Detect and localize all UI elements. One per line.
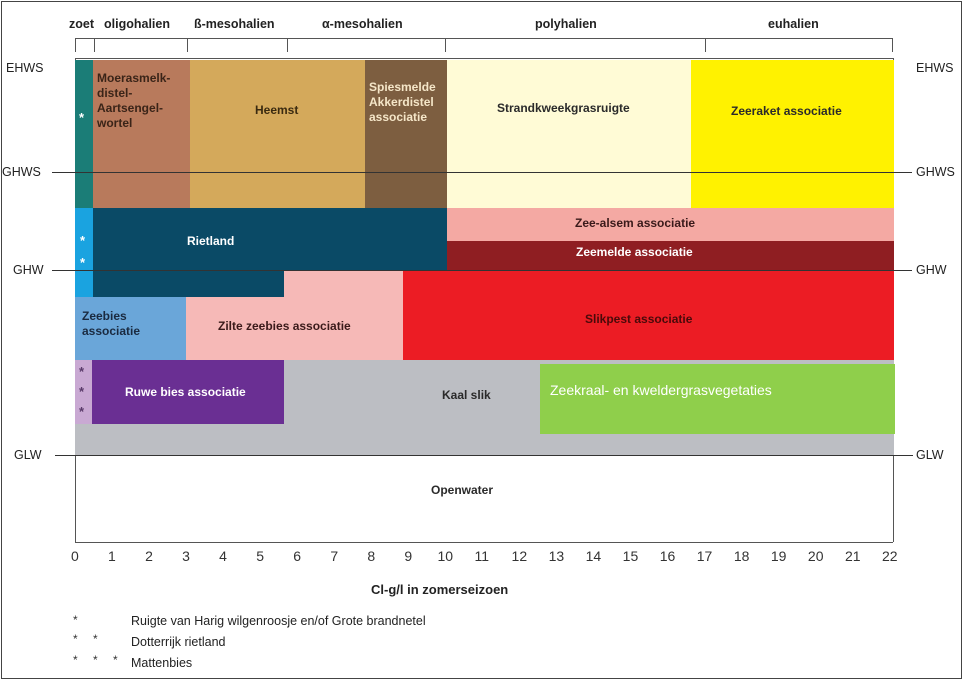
x-tick-label: 8 [367,548,376,564]
x-tick-label: 5 [256,548,265,564]
label-zeebies: Zeebies associatie [82,309,141,338]
label-moerasmelk: Moerasmelk- distel- Aartsengel- wortel [97,71,171,130]
marker-single: * [79,110,85,125]
x-tick-label: 16 [659,548,676,564]
block-zeebies [75,297,186,360]
label-ruwe: Ruwe bies associatie [125,385,246,399]
level-ghws-left: GHWS [2,165,41,179]
x-tick-label: 19 [770,548,787,564]
zone-bracket [75,38,893,53]
line-glw [55,455,913,456]
x-tick-label: 11 [474,548,490,564]
block-teal [75,60,93,208]
label-zilte: Zilte zeebies associatie [218,319,351,333]
level-glw-left: GLW [14,448,42,462]
block-rietland-lower [93,270,284,297]
legend-text-3: Mattenbies [131,656,193,670]
x-tick-label: 10 [437,548,454,564]
block-openwater [76,456,893,542]
block-cyan [75,208,93,297]
x-axis-label: Cl-g/l in zomerseizoen [371,582,509,597]
zone-polyhalien: polyhalien [535,17,597,31]
level-ghw-right: GHW [916,263,947,277]
zone-alpha-mesohalien: α-mesohalien [322,17,403,31]
label-rietland: Rietland [187,234,235,248]
block-slikpest [403,270,894,360]
block-zeekraal [540,364,895,434]
x-tick-label: 15 [622,548,639,564]
block-zilte [186,297,403,360]
level-ehws-right: EHWS [916,61,954,75]
x-tick-label: 4 [219,548,227,564]
x-tick-label: 14 [585,548,602,564]
block-rietland [93,208,447,270]
level-ehws-left: EHWS [6,61,44,75]
x-tick-label: 18 [733,548,750,564]
block-zilte-upper [284,270,403,297]
x-tick-label: 17 [696,548,713,564]
block-heemst [190,60,365,208]
x-tick-label: 21 [844,548,861,564]
legend-text-2: Dotterrijk rietland [131,635,226,649]
label-slikpest: Slikpest associatie [585,312,693,326]
block-ruwe [92,360,284,424]
zone-oligohalien: oligohalien [104,17,170,31]
x-tick-label: 6 [293,548,302,564]
legend-stars-1: * [73,613,84,627]
x-tick-label: 1 [108,548,116,564]
block-lavender [75,360,92,424]
legend-stars-3: * * * [73,653,124,667]
x-tick-label: 20 [807,548,824,564]
line-ghw [52,270,912,271]
legend-stars-2: * * [73,632,104,646]
label-spiesmelde: Spiesmelde Akkerdistel associatie [369,80,436,124]
block-zeemelde [447,241,894,270]
label-zeemelde: Zeemelde associatie [576,245,693,259]
marker-double: * * [80,233,86,270]
x-tick-label: 22 [882,548,898,564]
label-heemst: Heemst [255,103,299,117]
label-zeeraket: Zeeraket associatie [731,104,842,118]
label-kaal: Kaal slik [442,388,491,402]
label-strandkweek: Strandkweekgrasruigte [497,101,630,115]
block-moerasmelk [93,60,190,208]
level-ghws-right: GHWS [916,165,955,179]
zone-euhalien: euhalien [768,17,819,31]
x-tick-label: 2 [145,548,153,564]
level-ghw-left: GHW [13,263,44,277]
x-tick-label: 13 [548,548,565,564]
label-zeekraal: Zeekraal- en kweldergrasvegetaties [550,382,772,398]
label-openwater: Openwater [431,483,494,497]
x-tick-label: 7 [330,548,339,564]
block-zeealsem [447,208,894,241]
block-spiesmelde [365,60,447,208]
marker-triple: * * * [79,364,85,419]
block-zeeraket [691,60,894,208]
legend-text-1: Ruigte van Harig wilgenroosje en/of Grote brandnetel [131,614,426,628]
level-glw-right: GLW [916,448,944,462]
block-strandkweek [447,60,691,208]
zone-beta-mesohalien: ß-mesohalien [194,17,275,31]
x-tick-label: 9 [404,548,413,564]
label-zeealsem: Zee-alsem associatie [575,216,696,230]
x-tick-label: 3 [182,548,190,564]
line-ghws [52,172,912,173]
zone-zoet: zoet [69,17,94,31]
x-axis-line [75,542,893,543]
x-tick-label: 12 [511,548,528,564]
x-tick-label: 0 [71,548,79,564]
